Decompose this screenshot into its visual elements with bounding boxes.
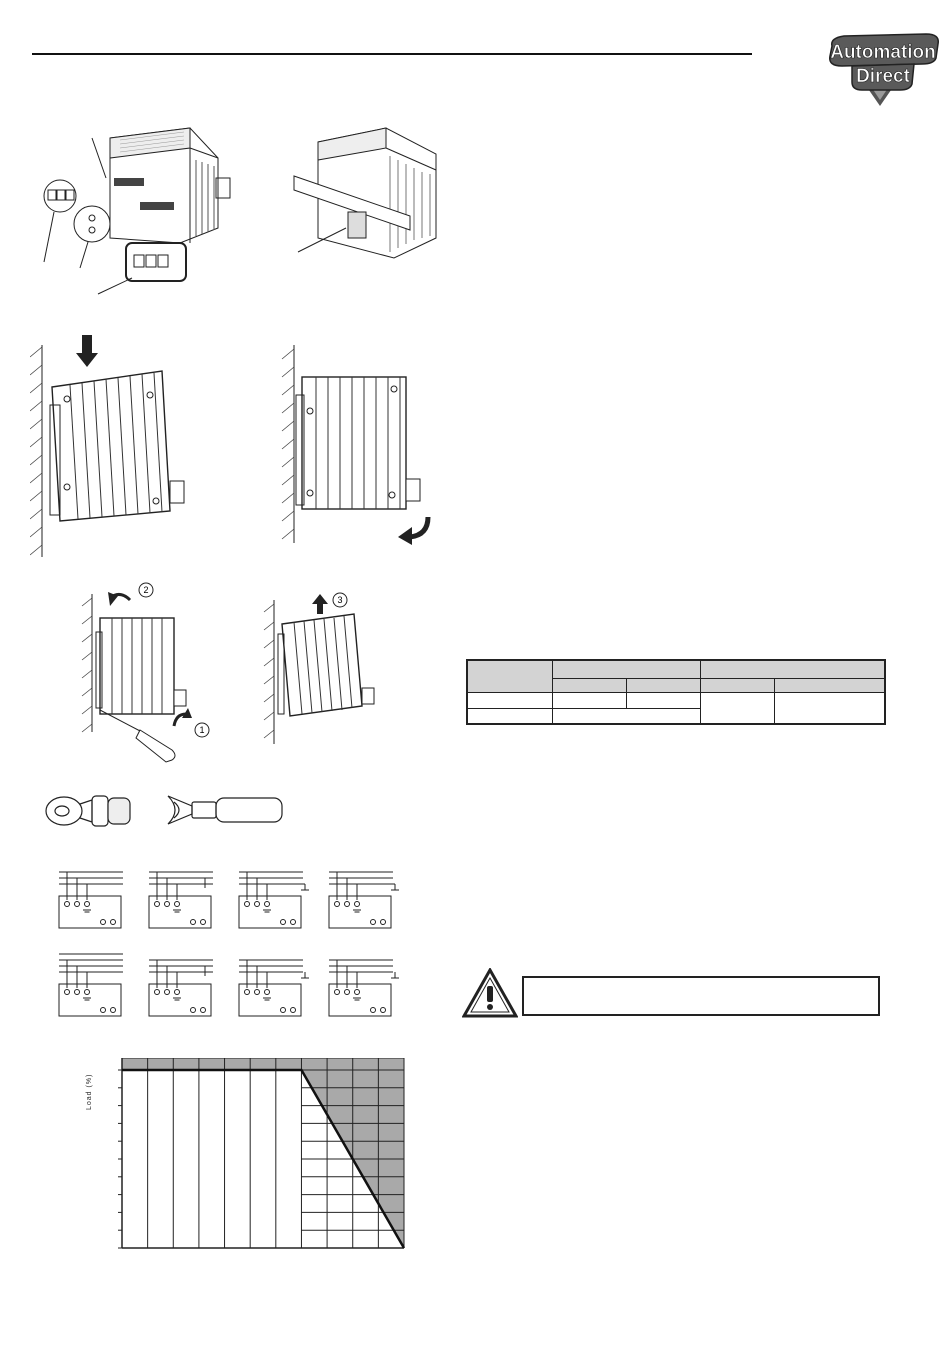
- table-cell: [467, 708, 553, 724]
- ring-terminal-icon: [42, 788, 142, 834]
- table-header-cell: [700, 660, 885, 678]
- derating-chart: [85, 1058, 415, 1258]
- header-rule: [32, 53, 752, 55]
- table-cell: [626, 692, 700, 708]
- table-header-cell: [774, 678, 885, 692]
- chart-y-axis-label: Load (%): [86, 1073, 93, 1110]
- spec-table: [466, 659, 886, 725]
- derating-chart-svg: [85, 1058, 415, 1258]
- step-label-2: 2: [143, 585, 149, 595]
- table-header-cell: [626, 678, 700, 692]
- step-label-3: 3: [337, 595, 343, 605]
- warning-triangle-icon: [462, 968, 518, 1018]
- table-cell: [774, 692, 885, 724]
- table-header-cell: [553, 660, 701, 678]
- din-rail-clip-icon: [290, 120, 450, 270]
- table-header-cell: [700, 678, 774, 692]
- terminal-block-closeup-icon: [40, 118, 240, 298]
- warning-box: [522, 976, 880, 1016]
- shaded-region-top: [122, 1058, 404, 1070]
- remove-step-lift-icon: [260, 590, 400, 750]
- table-cell: [467, 692, 553, 708]
- table-cell: [700, 692, 774, 724]
- wiring-diagram-grid: [55, 866, 405, 1026]
- table-cell: [553, 692, 627, 708]
- step-label-1: 1: [199, 725, 205, 735]
- table-cell: [553, 708, 701, 724]
- mount-push-down-icon: [30, 335, 220, 560]
- fork-terminal-icon: [162, 790, 286, 830]
- automation-direct-logo: [822, 18, 944, 108]
- table-header-cell: [553, 678, 627, 692]
- mount-rotate-icon: [280, 345, 440, 545]
- wiring-diagram-icon: [55, 866, 405, 1026]
- logo-text-line2: Direct: [856, 66, 910, 87]
- table-header-cell: [467, 660, 553, 692]
- shaded-region: [122, 1058, 404, 1248]
- logo-text-line1: Automation: [830, 42, 936, 63]
- remove-step-screwdriver-icon: [80, 582, 220, 772]
